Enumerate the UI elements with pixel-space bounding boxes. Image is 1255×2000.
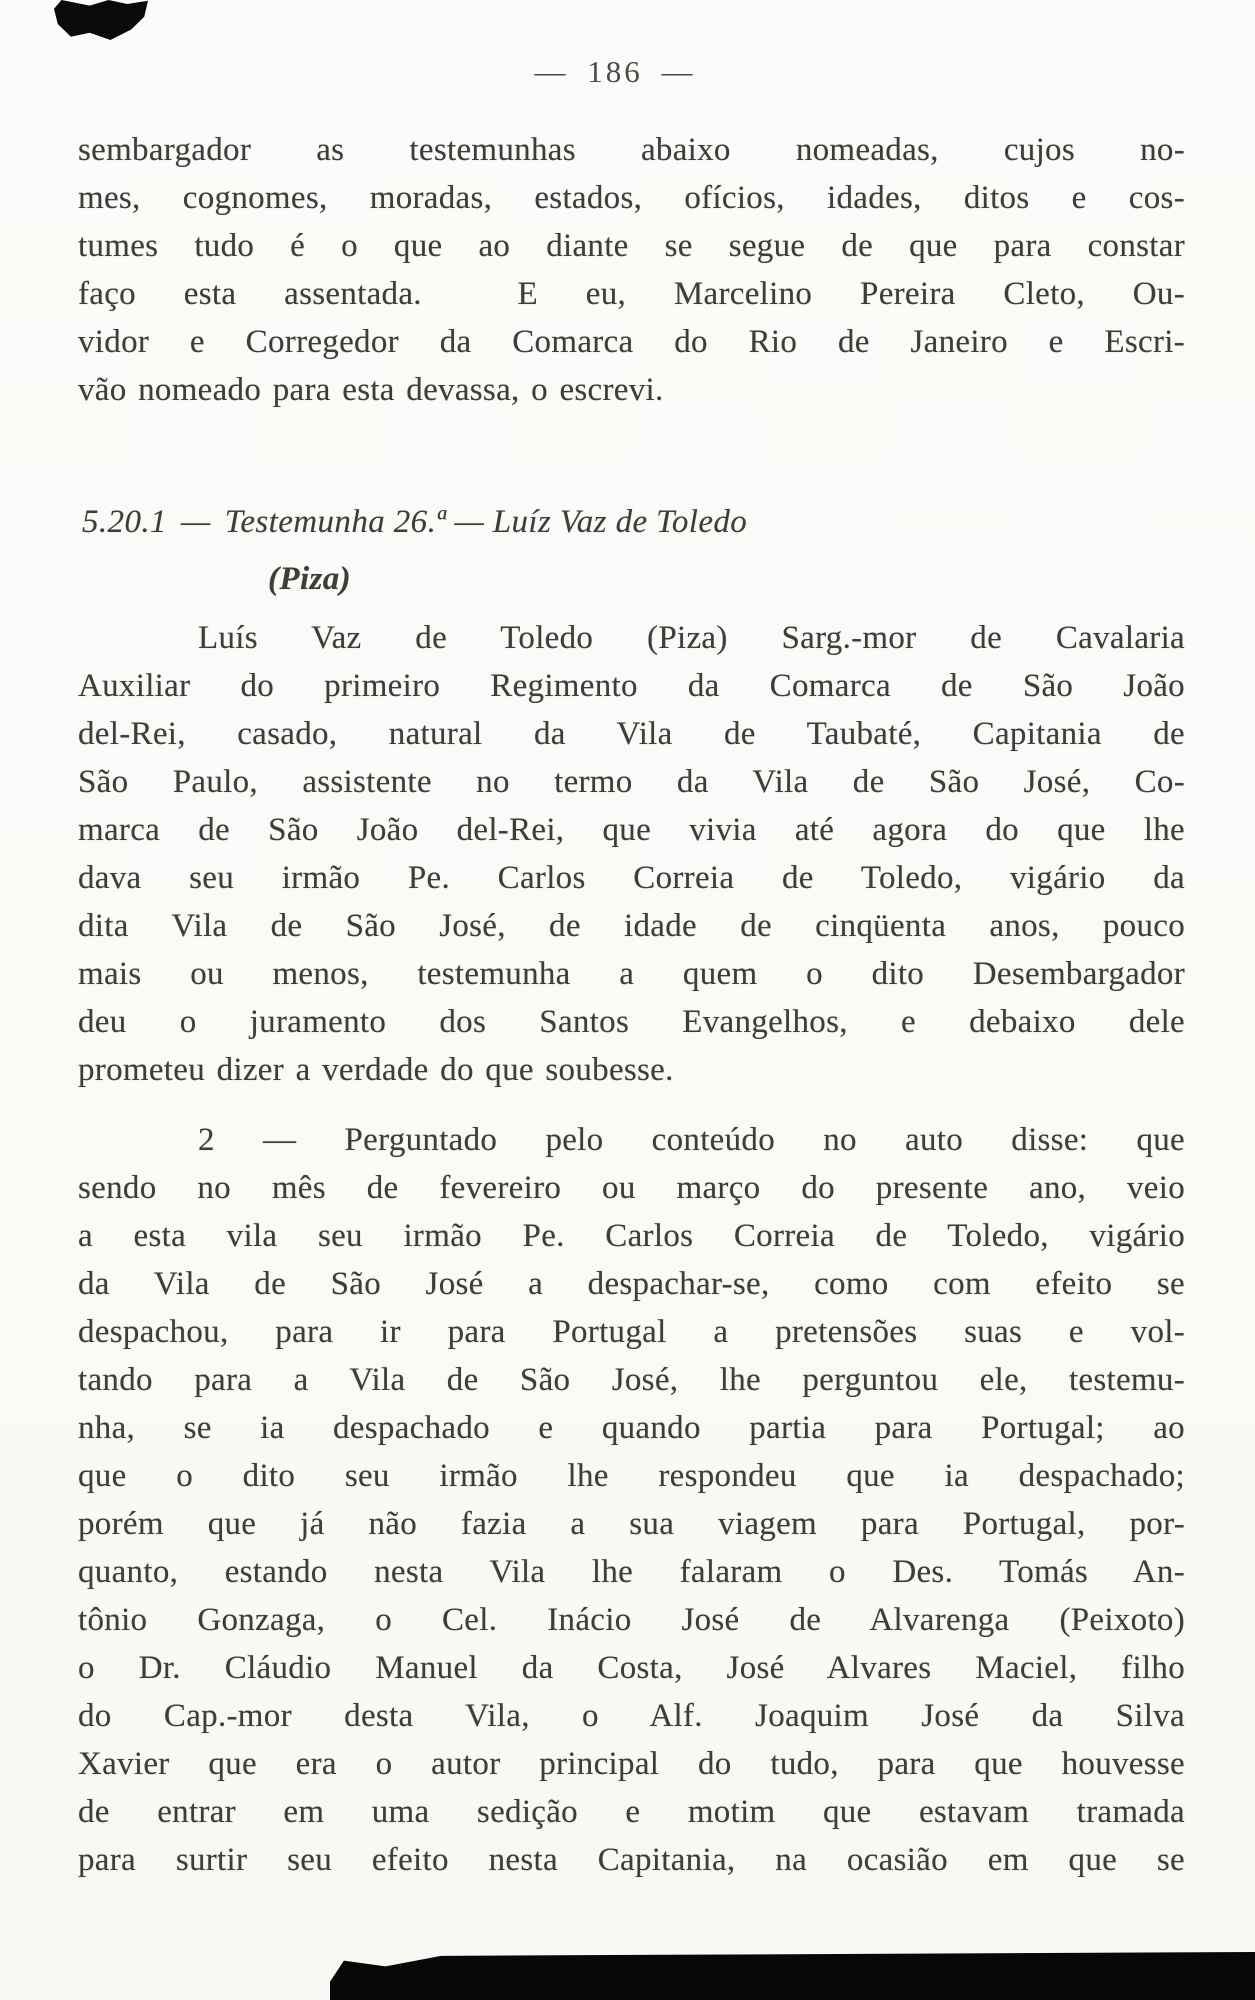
text-line: porém que já não fazia a sua viagem para Portugal, por- <box>78 1506 1185 1542</box>
heading-line <box>82 494 1185 551</box>
text-line: del-Rei, casado, natural da Vila de Taubaté, Capitania de <box>78 716 1185 752</box>
text-line: mais ou menos, testemunha a quem o dito Desembargador <box>78 956 1185 992</box>
text-line: faço esta assentada. E eu, Marcelino Pereira Cleto, Ou- <box>78 276 1185 312</box>
text-line: deu o juramento dos Santos Evangelhos, e debaixo dele <box>78 1004 1185 1040</box>
text-line: de entrar em uma sedição e motim que estavam tramada <box>78 1794 1185 1830</box>
text-line: sembargador as testemunhas abaixo nomeadas, cujos no- <box>78 132 1185 168</box>
heading-subtitle: (Piza) <box>268 561 352 597</box>
text-line: da Vila de São José a despachar-se, como com efeito se <box>78 1266 1185 1302</box>
text-line: São Paulo, assistente no termo da Vila de São José, Co- <box>78 764 1185 800</box>
heading-dash: — <box>180 504 211 540</box>
text-line: nha, se ia despachado e quando partia para Portugal; ao <box>78 1410 1185 1446</box>
text-line: do Cap.-mor desta Vila, o Alf. Joaquim José da Silva <box>78 1698 1185 1734</box>
scan-artifact-bottom-bar <box>330 1952 1255 2000</box>
text-line: Auxiliar do primeiro Regimento da Comarca de São João <box>78 668 1185 704</box>
text-line: o Dr. Cláudio Manuel da Costa, José Alvares Maciel, filho <box>78 1650 1185 1686</box>
section-heading <box>82 494 1185 608</box>
text-line: tônio Gonzaga, o Cel. Inácio José de Alvarenga (Peixoto) <box>78 1602 1185 1638</box>
testimony-paragraph-2 <box>78 1116 1185 1884</box>
text-line: prometeu dizer a verdade do que soubesse. <box>78 1052 674 1088</box>
page-number: — 186 — <box>534 54 696 89</box>
paragraph-continuation <box>78 126 1185 414</box>
ink-blot-top-left-artifact <box>54 0 148 40</box>
text-line: para surtir seu efeito nesta Capitania, na ocasião em que se <box>78 1842 1185 1878</box>
heading-title: Testemunha 26.ª — Luíz Vaz de Toledo <box>224 504 748 540</box>
text-line: dava seu irmão Pe. Carlos Correia de Toledo, vigário da <box>78 860 1185 896</box>
text-line: Luís Vaz de Toledo (Piza) Sarg.-mor de Cavalaria <box>198 620 1185 656</box>
testimony-paragraph-1 <box>78 614 1185 1094</box>
text-line: despachou, para ir para Portugal a pretensões suas e vol- <box>78 1314 1185 1350</box>
text-line: tumes tudo é o que ao diante se segue de que para constar <box>78 228 1185 264</box>
text-line: sendo no mês de fevereiro ou março do presente ano, veio <box>78 1170 1185 1206</box>
text-line: vão nomeado para esta devassa, o escrevi. <box>78 372 664 408</box>
text-line: que o dito seu irmão lhe respondeu que ia despachado; <box>78 1458 1185 1494</box>
text-line: marca de São João del-Rei, que vivia até agora do que lhe <box>78 812 1185 848</box>
text-line: Xavier que era o autor principal do tudo, para que houvesse <box>78 1746 1185 1782</box>
text-line: vidor e Corregedor da Comarca do Rio de Janeiro e Escri- <box>78 324 1185 360</box>
text-line: mes, cognomes, moradas, estados, ofícios, idades, ditos e cos- <box>78 180 1185 216</box>
text-line: 2 — Perguntado pelo conteúdo no auto disse: que <box>198 1122 1185 1158</box>
text-line: dita Vila de São José, de idade de cinqüenta anos, pouco <box>78 908 1185 944</box>
heading-number: 5.20.1 <box>82 504 167 540</box>
text-line: a esta vila seu irmão Pe. Carlos Correia de Toledo, vigário <box>78 1218 1185 1254</box>
text-line: tando para a Vila de São José, lhe perguntou ele, testemu- <box>78 1362 1185 1398</box>
text-line: quanto, estando nesta Vila lhe falaram o Des. Tomás An- <box>78 1554 1185 1590</box>
